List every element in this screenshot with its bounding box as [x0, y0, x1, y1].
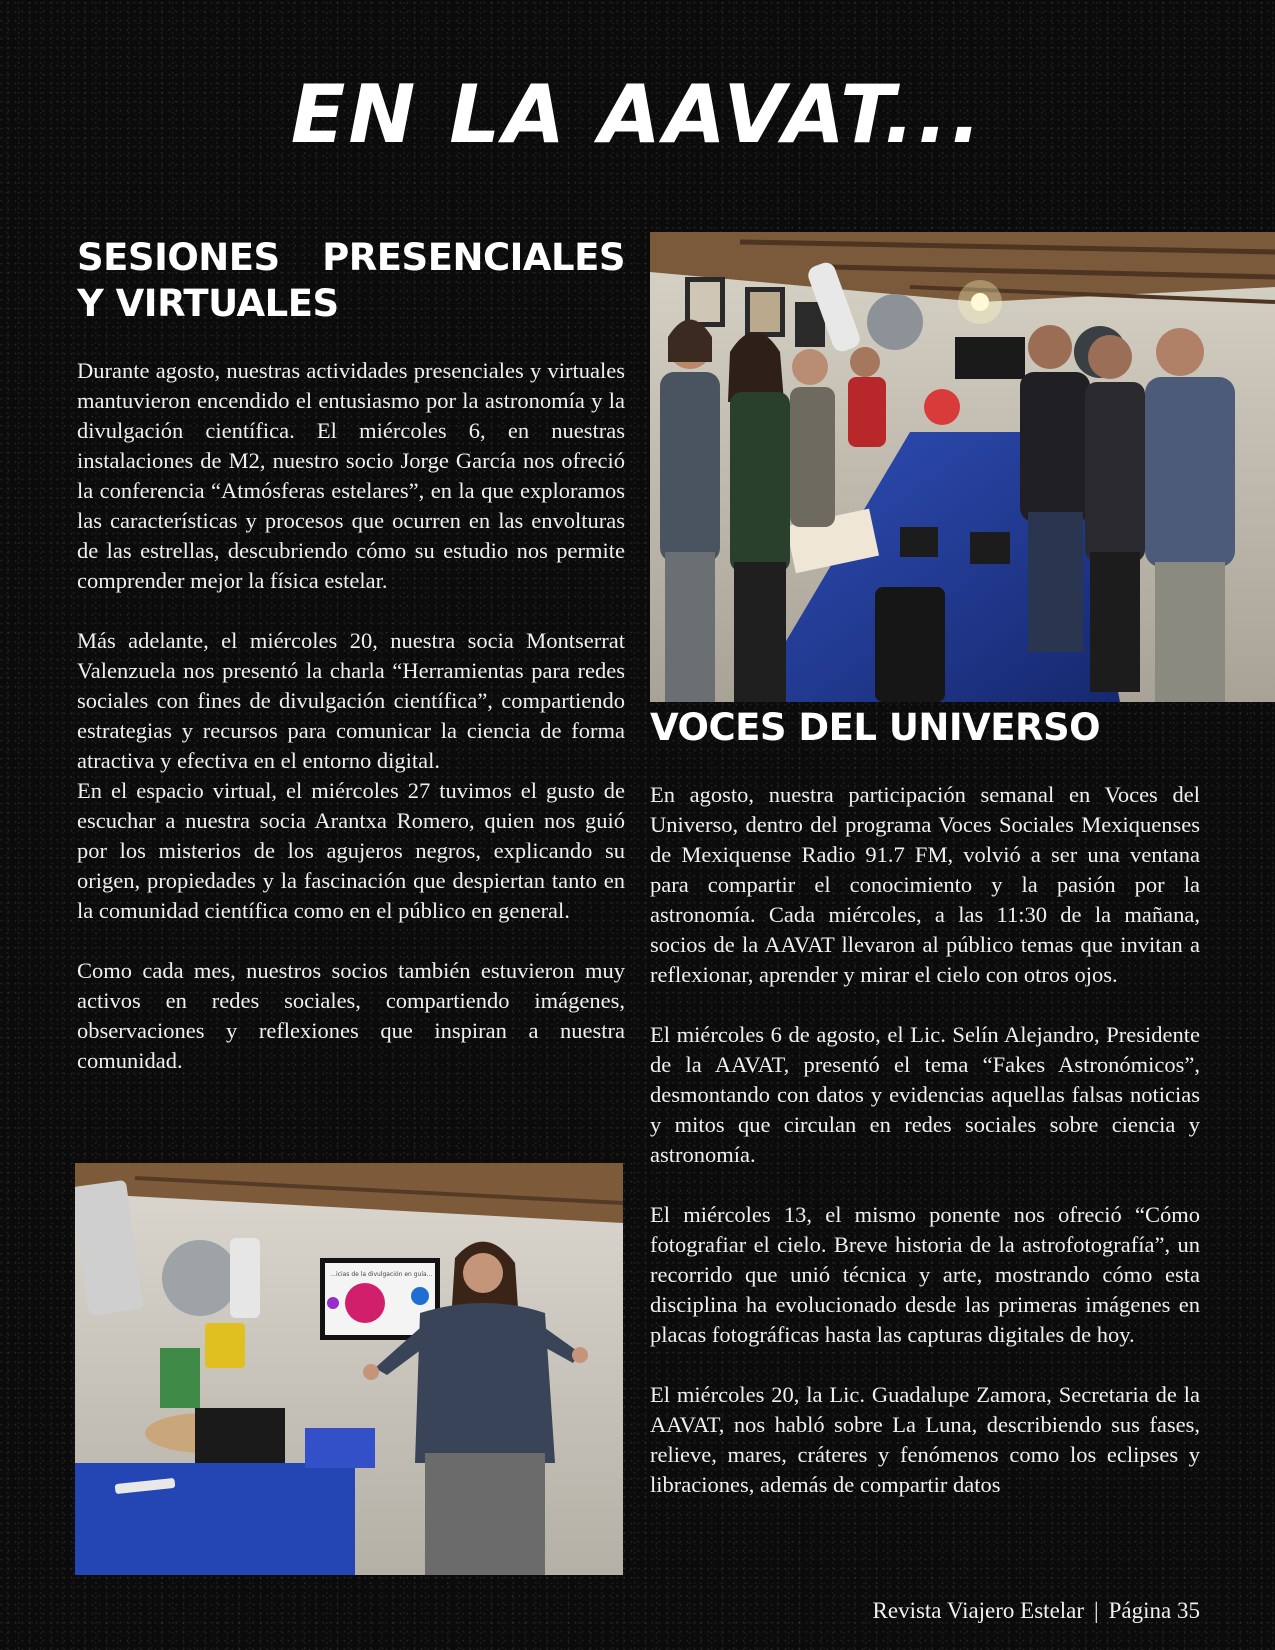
paragraph: En agosto, nuestra participación semanal en Voces del Universo, dentro del programa Voces Sociales Mexiquenses de Mexiquense Radio 91.7 FM, volvió a ser una ventana para compartir el conocimiento y la pasión por la astronomía. Cada miércoles, a las 11:30 de la mañana, socios de la AAVAT llevaron al público temas que invitan a reflexionar, aprender y mirar el cielo con otros ojos. — [650, 782, 1200, 987]
magazine-name: Revista Viajero Estelar — [872, 1598, 1085, 1623]
page-title: EN LA AAVAT... — [290, 68, 985, 161]
paragraph: El miércoles 20, la Lic. Guadalupe Zamora, Secretaria de la AAVAT, nos habló sobre La Luna, describiendo sus fases, relieve, mares, cráteres y fenómenos como los eclipses y libraciones, además de compartir datos — [650, 1382, 1200, 1497]
paragraph: Como cada mes, nuestros socios también estuvieron muy activos en redes sociales, compartiendo imágenes, observaciones y reflexiones que inspiran a nuestra comunidad. — [77, 958, 625, 1073]
paragraph: En el espacio virtual, el miércoles 27 tuvimos el gusto de escuchar a nuestra socia Arantxa Romero, quien nos guió por los misterios de los agujeros negros, explicando su origen, propiedades y la fascinación que despiertan tanto en la comunidad científica como en el público en general. — [77, 778, 625, 923]
slide-title-text: …icias de la divulgación en guía… — [330, 1271, 433, 1278]
paragraph: El miércoles 13, el mismo ponente nos ofreció “Cómo fotografiar el cielo. Breve historia de la astrofotografía”, un recorrido que unió técnica y arte, mostrando cómo esta disciplina ha evolucionado desde las primeras imágenes en placas fotográficas hasta las capturas digitales de hoy. — [650, 1202, 1200, 1347]
presentation-photo — [75, 1163, 623, 1575]
left-column-text — [77, 356, 625, 1076]
right-column-text — [650, 780, 1200, 1500]
paragraph: El miércoles 6 de agosto, el Lic. Selín Alejandro, Presidente de la AAVAT, presentó el tema “Fakes Astronómicos”, desmontando con datos y evidencias aquellas falsas noticias y mitos que circulan en redes sociales sobre ciencia y astronomía. — [650, 1022, 1200, 1167]
page-footer — [873, 1598, 1200, 1624]
footer-separator: | — [1094, 1598, 1099, 1623]
group-photo — [650, 232, 1275, 702]
paragraph: Durante agosto, nuestras actividades presenciales y virtuales mantuvieron encendido el entusiasmo por la astronomía y la divulgación científica. El miércoles 6, en nuestras instalaciones de M2, nuestro socio Jorge García nos ofreció la conferencia “Atmósferas estelares”, en la que exploramos las características y procesos que ocurren en las envolturas de las estrellas, descubriendo cómo su estudio nos permite comprender mejor la física estelar. — [77, 358, 625, 593]
page-number: Página 35 — [1108, 1598, 1200, 1623]
paragraph: Más adelante, el miércoles 20, nuestra socia Montserrat Valenzuela nos presentó la charla “Herramientas para redes sociales con fines de divulgación científica”, compartiendo estrategias y recursos para comunicar la ciencia de forma atractiva y efectiva en el entorno digital. — [77, 628, 625, 773]
section-heading-voces: VOCES DEL UNIVERSO — [650, 706, 1101, 749]
section-heading-sesiones: SESIONES PRESENCIALES Y VIRTUALES — [77, 236, 625, 325]
